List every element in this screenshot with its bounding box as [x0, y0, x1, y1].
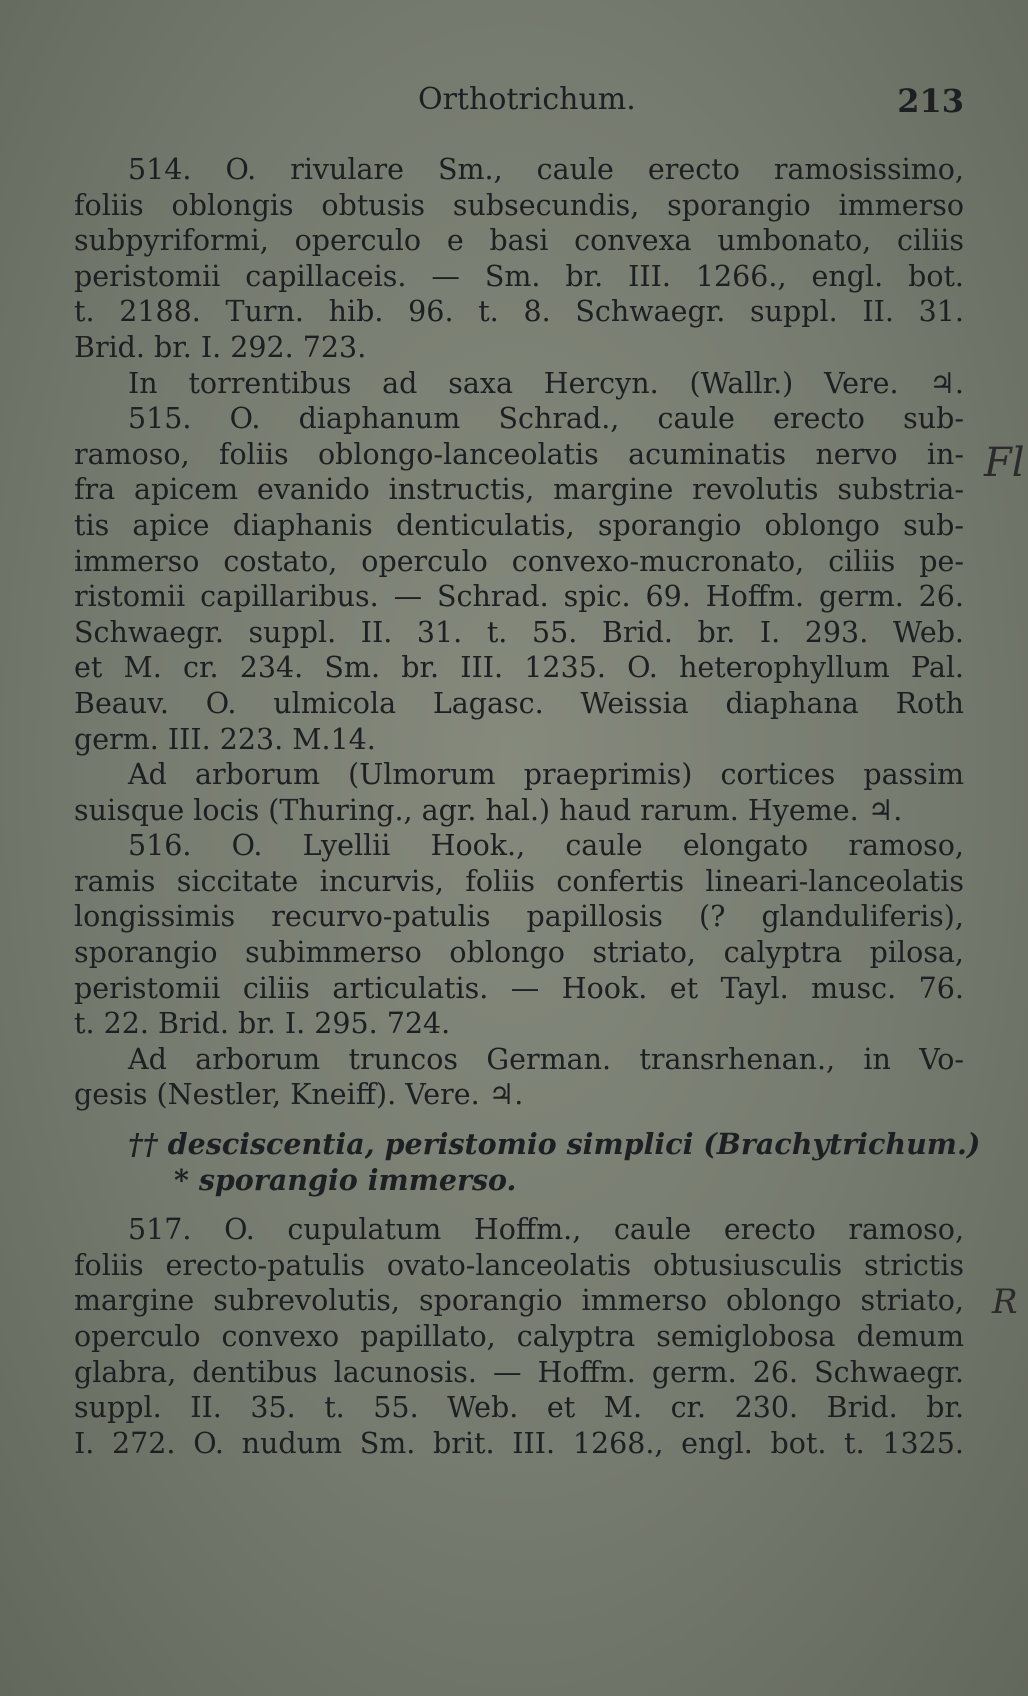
section-title: †† desciscentia, peristomio simplici (Brachytrichum.)	[128, 1127, 981, 1162]
margin-handwritten-note: R	[992, 1282, 1018, 1322]
entry-line: glabra, dentibus lacunosis. — Hoffm. germ. 26. Schwaegr.	[74, 1355, 964, 1389]
page-header	[0, 82, 1028, 126]
entry-line: peristomii ciliis articulatis. — Hook. et Tayl. musc. 76.	[74, 971, 964, 1005]
entry-line: 517. O. cupulatum Hoffm., caule erecto ramoso,	[128, 1213, 964, 1247]
entry-line: ristomii capillaribus. — Schrad. spic. 69. Hoffm. germ. 26.	[74, 580, 964, 614]
entry-line: Brid. br. I. 292. 723.	[74, 330, 367, 364]
entry-line: tis apice diaphanis denticulatis, sporangio oblongo sub-	[74, 508, 964, 542]
entry-line: I. 272. O. nudum Sm. brit. III. 1268., engl. bot. t. 1325.	[74, 1426, 964, 1460]
habitat-line: Ad arborum (Ulmorum praeprimis) cortices passim	[128, 758, 964, 792]
entry-line: t. 2188. Turn. hib. 96. t. 8. Schwaegr. suppl. II. 31.	[74, 295, 964, 329]
margin-handwritten-note: Fl	[984, 440, 1025, 486]
text-block	[74, 152, 981, 1461]
entry-line: Beauv. O. ulmicola Lagasc. Weissia diaphana Roth	[74, 686, 964, 720]
habitat-line: gesis (Nestler, Kneiff). Vere. ♃.	[74, 1078, 524, 1112]
entry-line: operculo convexo papillato, calyptra semiglobosa demum	[74, 1320, 964, 1353]
entry-516	[74, 828, 964, 1113]
entry-line: longissimis recurvo-patulis papillosis (? glanduliferis),	[74, 900, 964, 934]
entry-514	[74, 152, 964, 401]
entry-line: foliis oblongis obtusis subsecundis, sporangio immerso	[74, 188, 964, 222]
entry-517	[74, 1212, 964, 1461]
page-number: 213	[897, 82, 964, 120]
entry-line: ramis siccitate incurvis, foliis confertis lineari-lanceolatis	[74, 864, 964, 898]
entry-line: subpyriformi, operculo e basi convexa umbonato, ciliis	[74, 224, 964, 258]
entry-line: t. 22. Brid. br. I. 295. 724.	[74, 1007, 451, 1041]
habitat-line: Ad arborum truncos German. transrhenan., in Vo-	[128, 1042, 964, 1076]
running-title: Orthotrichum.	[418, 82, 636, 117]
entry-line: suppl. II. 35. t. 55. Web. et M. cr. 230. Brid. br.	[74, 1391, 964, 1425]
entry-line: Schwaegr. suppl. II. 31. t. 55. Brid. br. I. 293. Web.	[74, 615, 964, 649]
entry-line: sporangio subimmerso oblongo striato, calyptra pilosa,	[74, 936, 964, 970]
entry-line: 515. O. diaphanum Schrad., caule erecto sub-	[128, 402, 964, 436]
entry-515	[74, 401, 964, 828]
habitat-line: In torrentibus ad saxa Hercyn. (Wallr.) Vere. ♃.	[128, 366, 964, 400]
entry-line: fra apicem evanido instructis, margine revolutis substria-	[74, 473, 964, 507]
entry-line: et M. cr. 234. Sm. br. III. 1235. O. heterophyllum Pal.	[74, 651, 964, 685]
entry-line: 514. O. rivulare Sm., caule erecto ramosissimo,	[128, 153, 964, 186]
entry-line: foliis erecto-patulis ovato-lanceolatis obtusiusculis strictis	[74, 1248, 964, 1282]
section-subtitle: * sporangio immerso.	[174, 1162, 517, 1197]
entry-line: immerso costato, operculo convexo-mucronato, ciliis pe-	[74, 544, 964, 578]
habitat-line: suisque locis (Thuring., agr. hal.) haud rarum. Hyeme. ♃.	[74, 793, 903, 827]
entry-line: ramoso, foliis oblongo-lanceolatis acuminatis nervo in-	[74, 437, 964, 471]
entry-line: peristomii capillaceis. — Sm. br. III. 1266., engl. bot.	[74, 259, 964, 293]
entry-line: 516. O. Lyellii Hook., caule elongato ramoso,	[128, 829, 964, 863]
entry-line: germ. III. 223. M.14.	[74, 722, 376, 756]
entry-line: margine subrevolutis, sporangio immerso oblongo striato,	[74, 1284, 964, 1318]
section-heading	[74, 1127, 981, 1198]
